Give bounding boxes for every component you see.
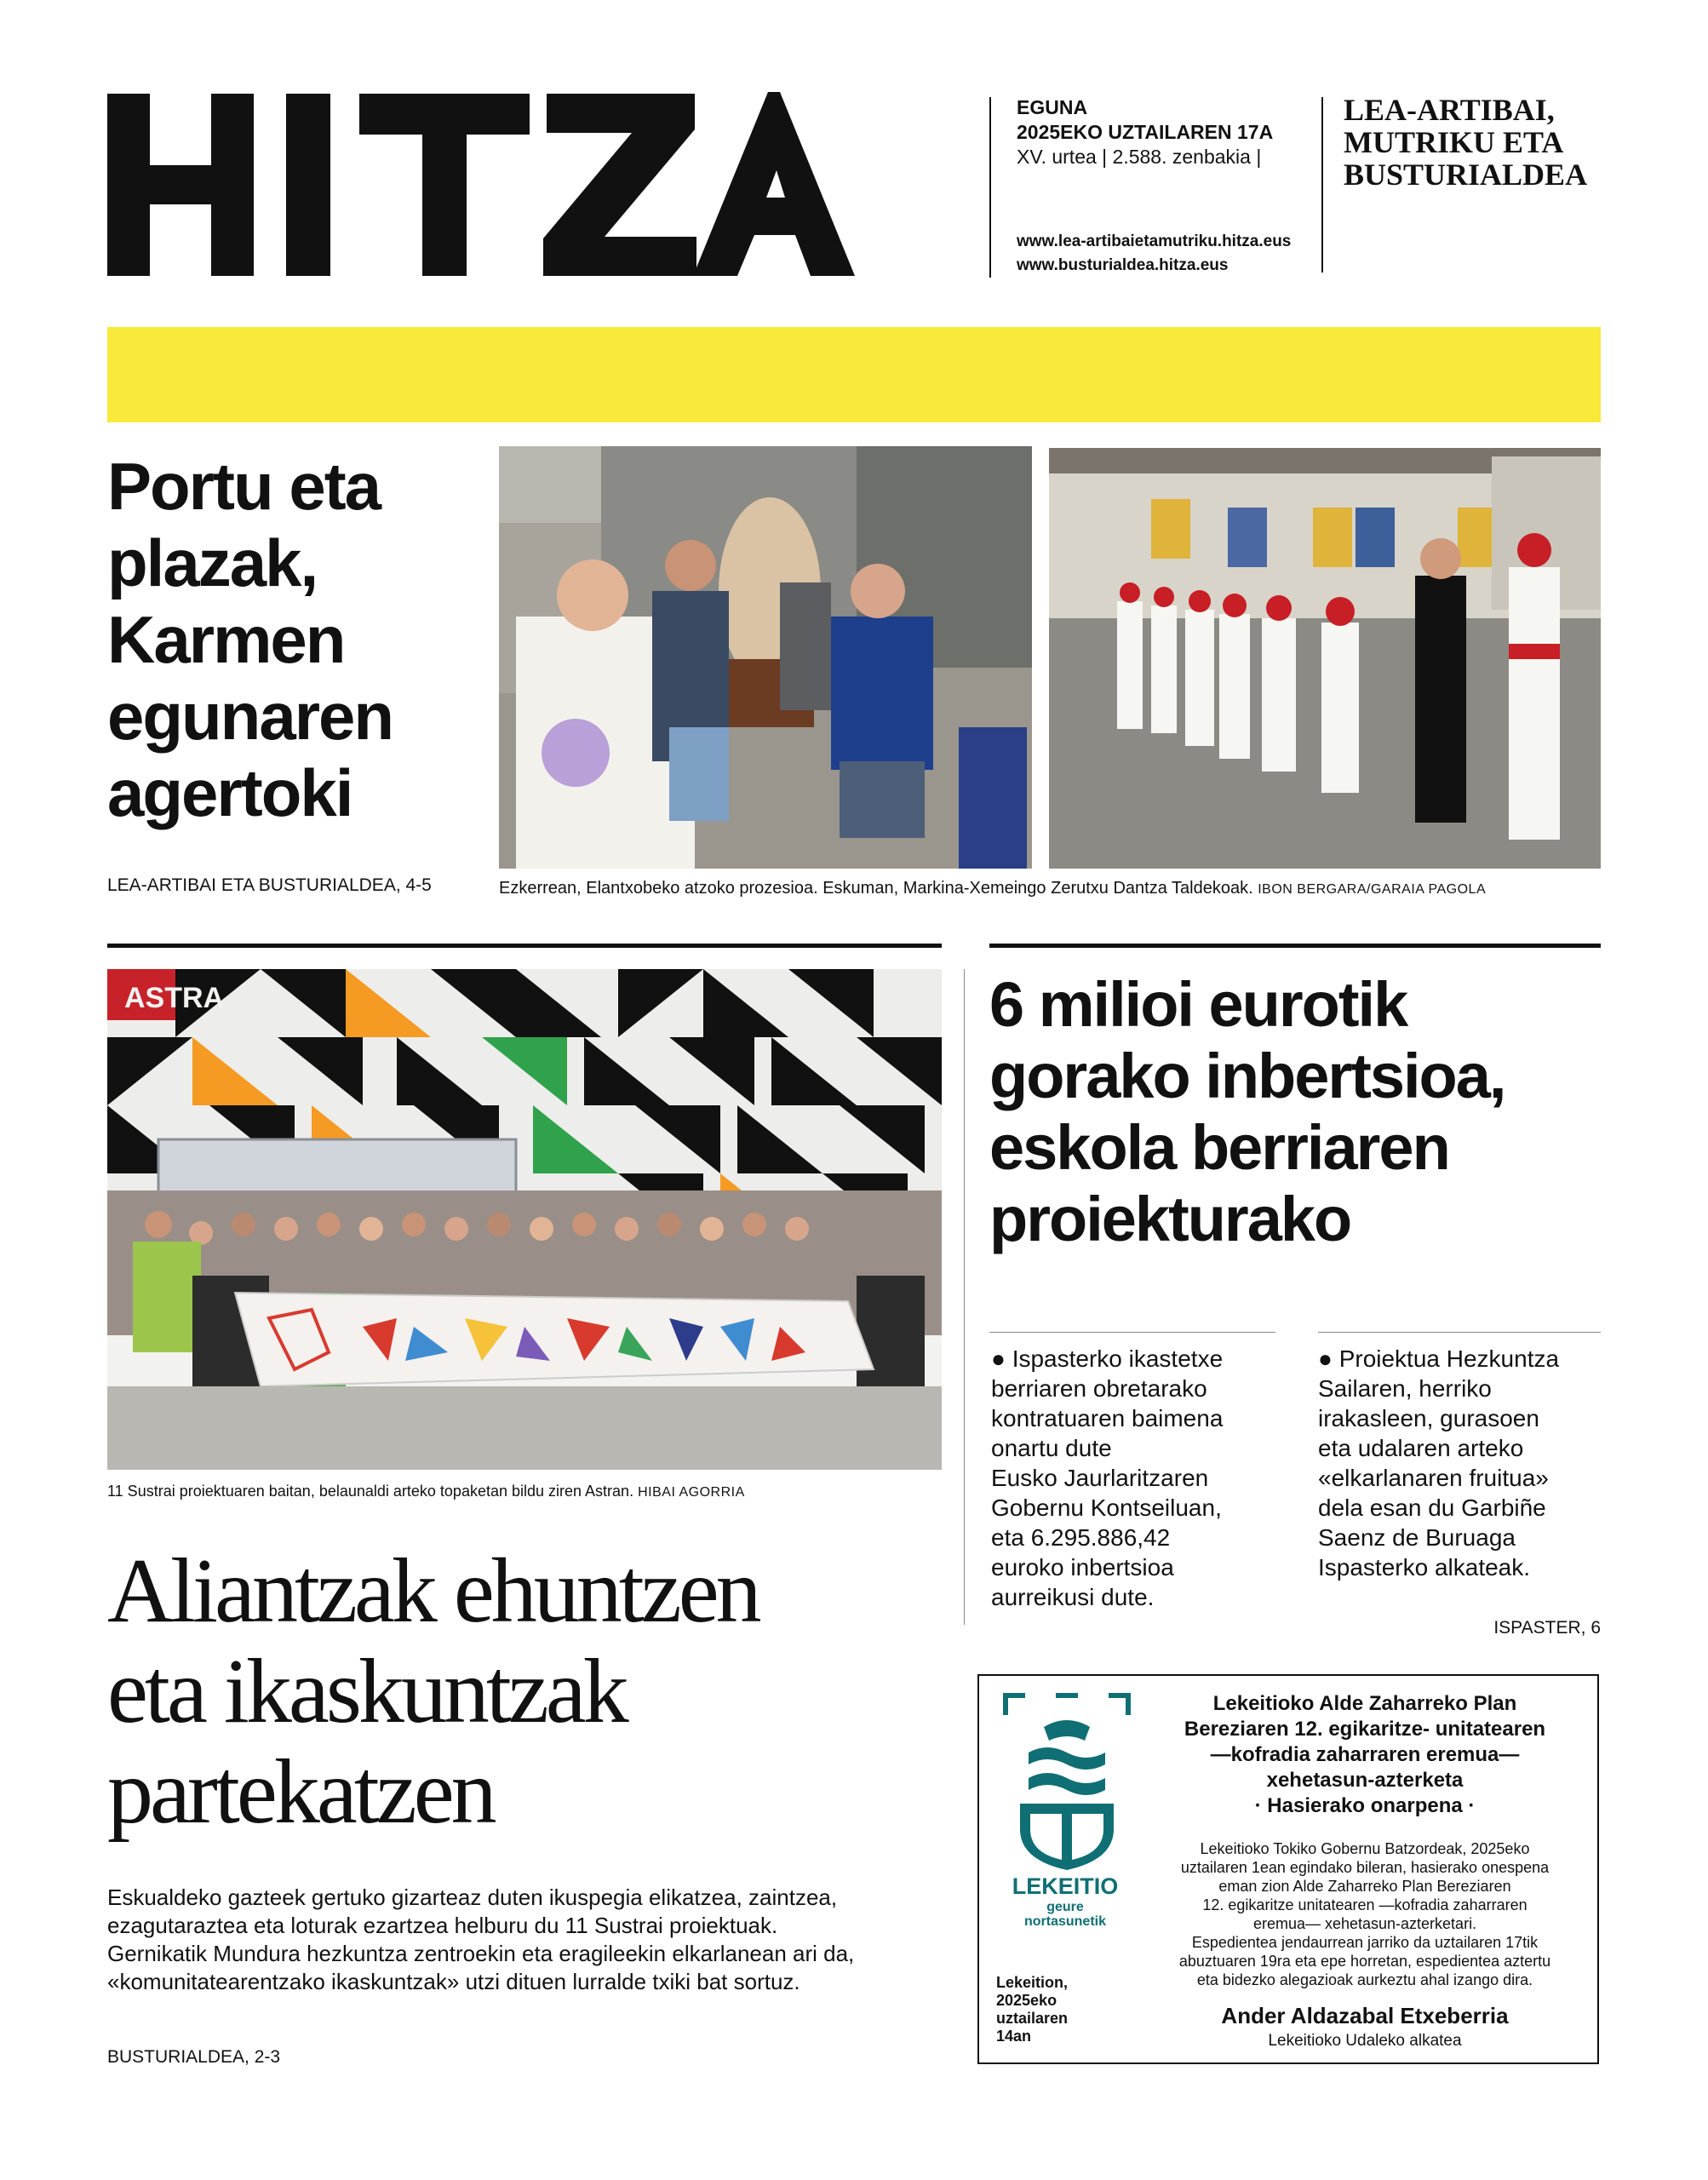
- story1-page-ref: LEA-ARTIBAI ETA BUSTURIALDEA, 4-5: [107, 875, 432, 895]
- story1-headline[interactable]: Portu eta plazak, Karmen egunaren agertoki: [107, 449, 393, 830]
- story2-page-ref: ISPASTER, 6: [1493, 1618, 1601, 1638]
- notice-signer-title: Lekeitioko Udaleko alkatea: [1268, 2032, 1462, 2050]
- notice-body: Lekeitioko Tokiko Gobernu Batzordeak, 2025eko uztailaren 1ean egindako bileran, hasierako onespena eman zion Alde Zaharreko Plan Bereziaren 12. egikaritze unitatearen —kofradia zaharraren eremua— xehetasun-azterketari. Espedientea jendaurrean jarriko da uztailaren 17tik abuztuaren 19ra eta epe horretan, espedientea aztertu eta bidezko alegazioak aurkeztu ahal izango dira.: [1178, 1840, 1551, 1988]
- issue-date-block: [1017, 95, 1340, 169]
- lekeitio-shield-icon: [1003, 1693, 1131, 1872]
- dancers-photo: [1049, 448, 1601, 869]
- story2-bullet-2: ● Proiektua Hezkuntza Sailaren, herriko irakasleen, gurasoen eta udalaren arteko «elkarlanaren fruitua» dela esan du Garbiñe Saenz de Buruaga Ispasterko alkateak.: [1318, 1345, 1560, 1580]
- lekeitio-notice: [977, 1674, 1599, 2064]
- notice-date: Lekeition, 2025eko uztailaren 14an: [996, 1974, 1069, 2045]
- column-divider: [964, 969, 965, 1625]
- column-rule: [1318, 1332, 1601, 1333]
- url-link[interactable]: www.lea-artibaietamutriku.hitza.eus: [1017, 232, 1292, 250]
- procession-photo: [499, 446, 1032, 869]
- story1-caption: Ezkerrean, Elantxobeko atzoko prozesioa. Eskuman, Markina-Xemeingo Zerutxu Dantza Taldekoak. IBON BERGARA/GARAIA PAGOLA: [499, 879, 1487, 898]
- story3-caption: 11 Sustrai proiektuaren baitan, belaunaldi arteko topaketan bildu ziren Astran. HIBAI AGORRIA: [107, 1483, 745, 1500]
- hitza-logo: [107, 89, 857, 281]
- edition-urls: [1017, 230, 1323, 278]
- story2-headline[interactable]: 6 milioi eurotik gorako inbertsioa, eskola berriaren proiekturako: [989, 969, 1505, 1254]
- story3-page-ref: BUSTURIALDEA, 2-3: [107, 2047, 281, 2067]
- notice-title: Lekeitioko Alde Zaharreko Plan Bereziaren 12. egikaritze- unitatearen —kofradia zaharraren eremua— xehetasun-azterketa · Hasierako onarpena ·: [1184, 1692, 1546, 1817]
- masthead-divider: [1321, 97, 1323, 272]
- notice-signer: Ander Aldazabal Etxeberria: [1221, 2003, 1509, 2028]
- section-rule: [107, 944, 942, 948]
- masthead-divider: [989, 97, 991, 278]
- story3-lead: Eskualdeko gazteek gertuko gizarteaz duten ikuspegia elikatzea, zaintzea, ezagutaraztea eta loturak ezartzea helburu du 11 Sustrai proiektuak. Gernikatik Mundura hezkuntza zentroekin eta eragileekin elkarlanean ari da, «komunitatearentzako ikaskuntzak» utzi dituen lurralde txiki bat sortuz.: [107, 1885, 855, 1994]
- issue-date: 2025EKO UZTAILAREN 17A: [1017, 121, 1274, 143]
- column-rule: [989, 1332, 1275, 1333]
- issue-meta: XV. urtea | 2.588. zenbakia |: [1017, 146, 1262, 168]
- edition-region: LEA-ARTIBAI, MUTRIKU ETA BUSTURIALDEA: [1344, 93, 1588, 192]
- issue-day: EGUNA: [1017, 96, 1088, 118]
- story2-bullet-1: ● Ispasterko ikastetxe berriaren obretarako kontratuaren baimena onartu dute Eusko Jaurlaritzaren Gobernu Kontseiluan, eta 6.295.886,42 euroko inbertsioa aurreikusi dute.: [991, 1345, 1224, 1610]
- yellow-banner: [107, 327, 1601, 422]
- astra-group-photo: [107, 969, 942, 1470]
- photo-credit: HIBAI AGORRIA: [638, 1485, 745, 1500]
- lekeitio-logo-text: LEKEITIO geure nortasunetik: [1012, 1873, 1119, 1929]
- svg-text:HITZA: HITZA: [482, 191, 484, 192]
- astra-sign: ASTRA: [124, 982, 225, 1014]
- url-link[interactable]: www.busturialdea.hitza.eus: [1017, 256, 1229, 274]
- story3-headline[interactable]: Aliantzak ehuntzen eta ikaskuntzak partekatzen: [107, 1540, 759, 1843]
- photo-credit: IBON BERGARA/GARAIA PAGOLA: [1258, 882, 1487, 897]
- section-rule: [989, 944, 1601, 948]
